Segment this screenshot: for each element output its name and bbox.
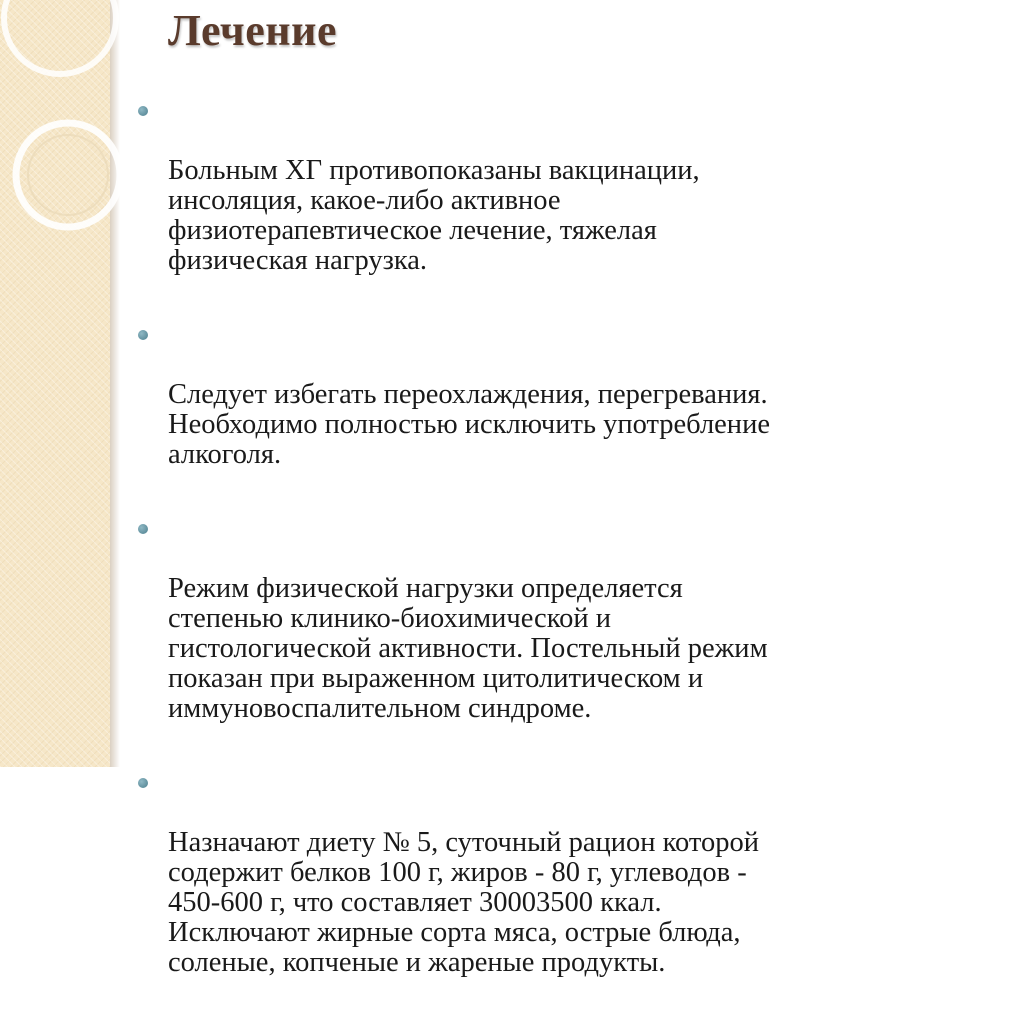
bullet-text: Больным ХГ противопоказаны вакцинации, инсоляция, какое-либо активное физиотерапевтическое лечение, тяжелая физическая нагрузка. [168, 155, 700, 276]
bullet-item-avoid [168, 320, 968, 500]
decorative-ring-inner [28, 135, 108, 215]
bullet-icon [138, 106, 148, 116]
bullet-text: Следует избегать переохлаждения, перегревания. Необходимо полностью исключить употребление алкоголя. [168, 379, 770, 470]
decorative-ring-middle [16, 123, 120, 227]
bullet-icon [138, 778, 148, 788]
bullet-icon [138, 330, 148, 340]
bullet-text: Режим физической нагрузки определяется степенью клинико-биохимической и гистологической активности. Постельный режим показан при выраженном цитолитическом и иммуновоспалительном синдроме. [168, 573, 768, 724]
decorative-rings [0, 0, 130, 260]
bullet-list [168, 96, 968, 1022]
decorative-ring-top [4, 0, 116, 74]
bullet-item-diet [168, 768, 968, 1008]
bullet-item-activity-regime [168, 514, 968, 754]
bullet-icon [138, 524, 148, 534]
slide-title: Лечение [168, 6, 337, 55]
bullet-text: Назначают диету № 5, суточный рацион которой содержит белков 100 г, жиров - 80 г, углеводов - 450-600 г, что составляет 30003500 ккал. Исключают жирные сорта мяса, острые блюда, соленые, копченые и жареные продукты. [168, 827, 760, 978]
bullet-item-contraindications [168, 96, 968, 306]
